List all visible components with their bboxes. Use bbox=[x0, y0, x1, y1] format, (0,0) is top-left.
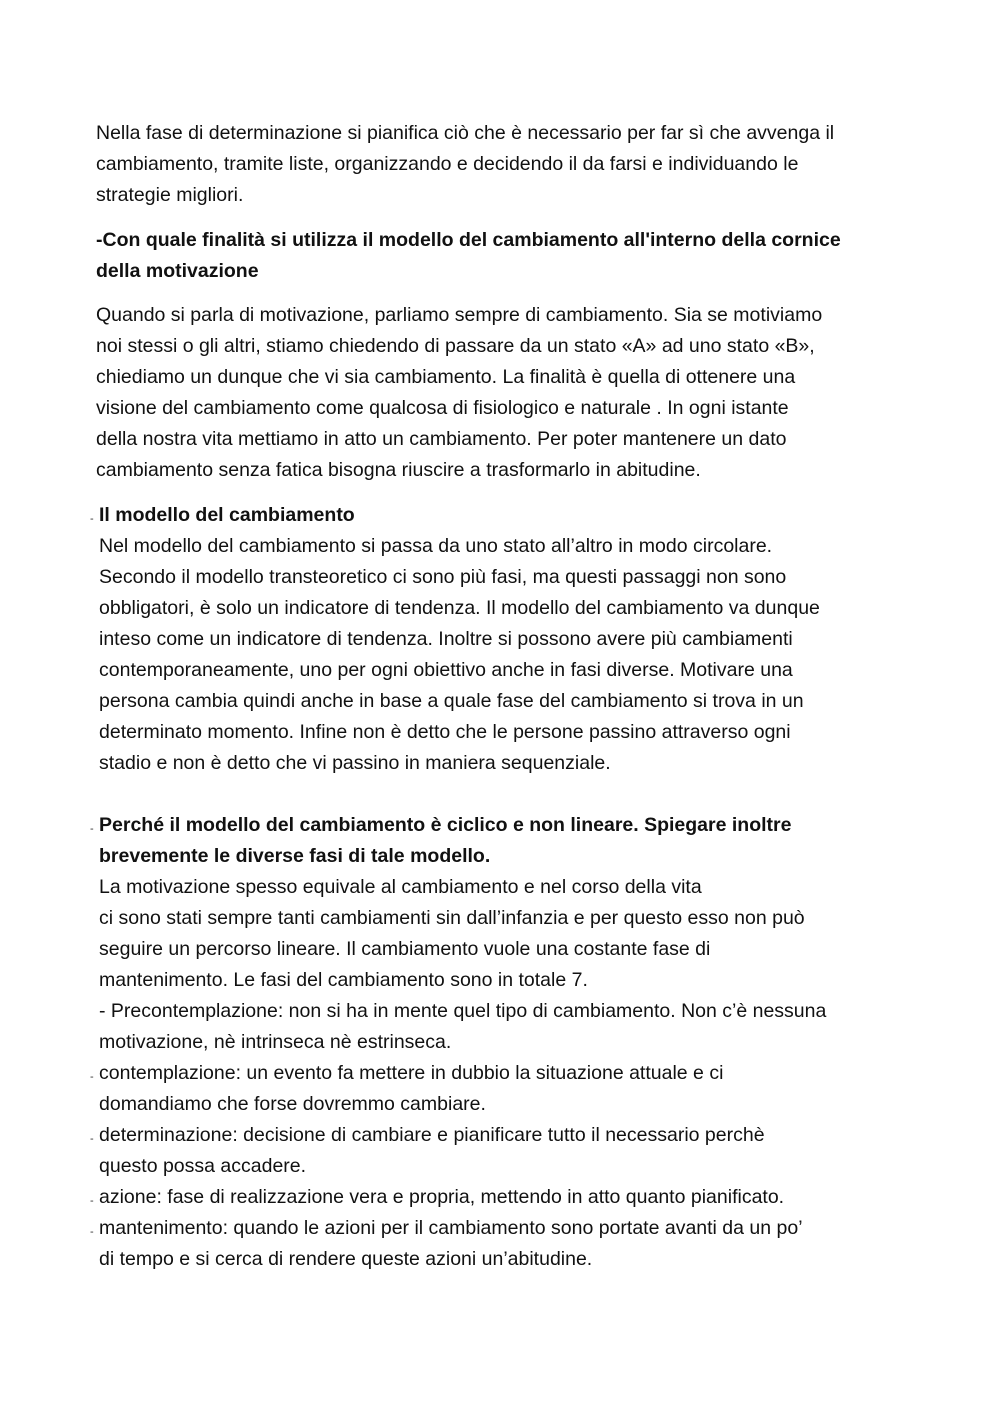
text-line: chiediamo un dunque che vi sia cambiamento. La finalità è quella di ottenere una bbox=[96, 366, 796, 388]
bullet-marker: - bbox=[90, 1133, 94, 1145]
text-line: cambiamento, tramite liste, organizzando e decidendo il da farsi e individuando le bbox=[96, 153, 799, 175]
text-line: seguire un percorso lineare. Il cambiamento vuole una costante fase di bbox=[99, 938, 711, 960]
text-line: della nostra vita mettiamo in atto un cambiamento. Per poter mantenere un dato bbox=[96, 428, 787, 450]
bullet-marker: - bbox=[90, 513, 94, 525]
bullet-marker: - bbox=[90, 1226, 94, 1238]
text-line: mantenimento: quando le azioni per il cambiamento sono portate avanti da un po’ bbox=[99, 1217, 803, 1239]
section-heading: Perché il modello del cambiamento è ciclico e non lineare. Spiegare inoltre bbox=[99, 814, 792, 836]
text-line: azione: fase di realizzazione vera e propria, mettendo in atto quanto pianificato. bbox=[99, 1186, 785, 1208]
text-line: cambiamento senza fatica bisogna riuscire a trasformarlo in abitudine. bbox=[96, 459, 701, 481]
text-line: di tempo e si cerca di rendere queste azioni un’abitudine. bbox=[99, 1248, 593, 1270]
bullet-marker: - bbox=[90, 823, 94, 835]
section-heading: brevemente le diverse fasi di tale modello. bbox=[99, 845, 491, 867]
text-line: motivazione, nè intrinseca nè estrinseca. bbox=[99, 1031, 452, 1053]
paragraph-motivazione bbox=[96, 300, 822, 486]
text-line: Secondo il modello transteoretico ci sono più fasi, ma questi passaggi non sono bbox=[99, 566, 787, 588]
text-line: contemporaneamente, uno per ogni obiettivo anche in fasi diverse. Motivare una bbox=[99, 659, 793, 681]
text-line: mantenimento. Le fasi del cambiamento sono in totale 7. bbox=[99, 969, 588, 991]
text-line: La motivazione spesso equivale al cambiamento e nel corso della vita bbox=[99, 876, 702, 898]
heading-finalita bbox=[96, 225, 841, 287]
text-line: questo possa accadere. bbox=[99, 1155, 307, 1177]
section-modello bbox=[99, 500, 820, 779]
heading-line: della motivazione bbox=[96, 260, 259, 282]
paragraph-determinazione bbox=[96, 118, 834, 211]
text-line: persona cambia quindi anche in base a quale fase del cambiamento si trova in un bbox=[99, 690, 804, 712]
phase-contemplazione bbox=[99, 1058, 723, 1120]
text-line: Quando si parla di motivazione, parliamo sempre di cambiamento. Sia se motiviamo bbox=[96, 304, 823, 326]
text-line: visione del cambiamento come qualcosa di fisiologico e naturale . In ogni istante bbox=[96, 397, 789, 419]
text-line: ci sono stati sempre tanti cambiamenti sin dall’infanzia e per questo esso non può bbox=[99, 907, 805, 929]
text-line: domandiamo che forse dovremmo cambiare. bbox=[99, 1093, 486, 1115]
section-ciclico bbox=[99, 810, 826, 1058]
text-line: contemplazione: un evento fa mettere in dubbio la situazione attuale e ci bbox=[99, 1062, 724, 1084]
text-line: determinazione: decisione di cambiare e pianificare tutto il necessario perchè bbox=[99, 1124, 765, 1146]
text-line: strategie migliori. bbox=[96, 184, 244, 206]
text-line: Nella fase di determinazione si pianifica ciò che è necessario per far sì che avvenga il bbox=[96, 122, 835, 144]
bullet-marker: - bbox=[90, 1071, 94, 1083]
text-line: stadio e non è detto che vi passino in maniera sequenziale. bbox=[99, 752, 611, 774]
text-line: Nel modello del cambiamento si passa da uno stato all’altro in modo circolare. bbox=[99, 535, 773, 557]
section-heading: Il modello del cambiamento bbox=[99, 504, 355, 526]
text-line: obbligatori, è solo un indicatore di tendenza. Il modello del cambiamento va dunque bbox=[99, 597, 820, 619]
text-line: - Precontemplazione: non si ha in mente quel tipo di cambiamento. Non c’è nessuna bbox=[99, 1000, 827, 1022]
phase-mantenimento bbox=[99, 1213, 803, 1275]
phase-azione bbox=[99, 1182, 784, 1213]
text-line: determinato momento. Infine non è detto che le persone passino attraverso ogni bbox=[99, 721, 791, 743]
phase-determinazione bbox=[99, 1120, 765, 1182]
text-line: inteso come un indicatore di tendenza. Inoltre si possono avere più cambiamenti bbox=[99, 628, 793, 650]
heading-line: -Con quale finalità si utilizza il modello del cambiamento all'interno della cornice bbox=[96, 229, 841, 251]
text-line: noi stessi o gli altri, stiamo chiedendo di passare da un stato «A» ad uno stato «B», bbox=[96, 335, 815, 357]
bullet-marker: - bbox=[90, 1195, 94, 1207]
